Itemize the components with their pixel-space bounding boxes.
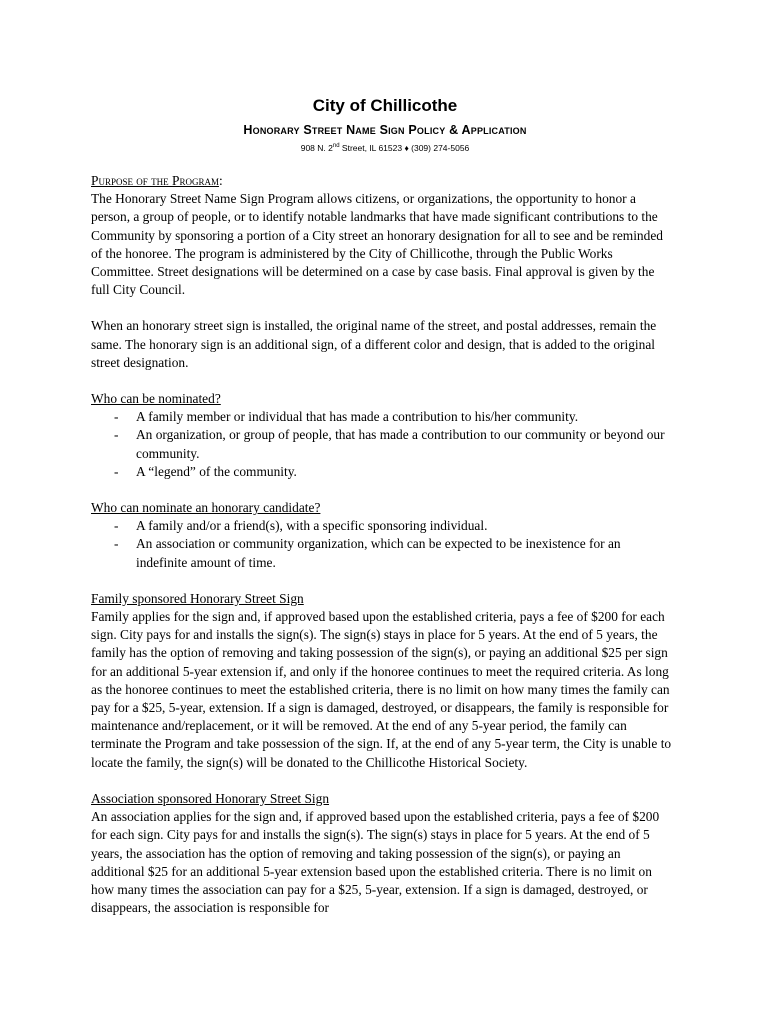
- address-ordinal: nd: [332, 143, 340, 150]
- who-nominate-heading: Who can nominate an honorary candidate?: [91, 500, 321, 516]
- list-item: - An organization, or group of people, that has made a contribution to our community or beyond our community.: [91, 426, 675, 462]
- purpose-heading: Purpose of the Program: [91, 173, 219, 188]
- who-nominate-list: [91, 517, 675, 572]
- family-paragraph: Family applies for the sign and, if approved based upon the established criteria, pays a fee of $200 for each sign. City pays for and installs the sign(s). The sign(s) stays in place for 5 years. At the end of 5 years, the family has the option of removing and taking possession of the sign(s), or paying an additional $25 per sign for an additional 5-year extension if, and only if the honoree continues to meet the required criteria. As long as the honoree continues to meet the established criteria, there is no limit on how many times the family can pay for a $25, 5-year, extension. If a sign is damaged, destroyed, or disappears, the family is responsible for maintenance and/replacement, or it will be removed. At the end of any 5-year period, the family can terminate the Program and take possession of the sign. If, at the end of any 5-year term, the City is unable to locate the family, the sign(s) will be donated to the Chillicothe Historical Society.: [91, 609, 672, 770]
- purpose-paragraph-2: When an honorary street sign is installed, the original name of the street, and postal addresses, remain the same. The honorary sign is an additional sign, of a different color and design, that is added to the original street designation.: [91, 318, 657, 370]
- list-item: - A family and/or a friend(s), with a specific sponsoring individual.: [91, 517, 675, 535]
- document-body: [91, 172, 675, 917]
- list-item: - A “legend” of the community.: [91, 463, 675, 481]
- document-subtitle: Honorary Street Name Sign Policy & Application: [243, 123, 527, 137]
- association-heading: Association sponsored Honorary Street Sign: [91, 790, 330, 806]
- purpose-paragraph-1: The Honorary Street Name Sign Program allows citizens, or organizations, the opportunity to honor a person, a group of people, or to identify notable landmarks that have made significant contributions to the Community by sponsoring a portion of a City street an honorary designation for all to see and be reminded of the honoree. The program is administered by the City of Chillicothe, through the Public Works Committee. Street designations will be determined on a case by case basis. Final approval is given by the full City Council.: [91, 191, 663, 298]
- who-nominated-heading: Who can be nominated?: [91, 391, 221, 407]
- purpose-heading-line: [91, 172, 675, 190]
- list-item: - An association or community organization, which can be expected to be inexistence for an indefinite amount of time.: [91, 535, 675, 571]
- address-street-number: 908 N. 2: [300, 143, 333, 153]
- document-title: City of Chillicothe: [312, 96, 458, 115]
- purpose-heading-colon: :: [218, 173, 223, 188]
- city-address: [0, 143, 770, 153]
- address-rest: Street, IL 61523 ♦ (309) 274-5056: [339, 143, 470, 153]
- family-heading: Family sponsored Honorary Street Sign: [91, 590, 304, 606]
- list-item: - A family member or individual that has made a contribution to his/her community.: [91, 408, 675, 426]
- association-paragraph: An association applies for the sign and, if approved based upon the established criteria, pays a fee of $200 for each sign. City pays for and installs the sign(s). The sign(s) stays in place for 5 years. At the end of 5 years, the association has the option of removing and taking possession of the sign(s), or paying an additional $25 for an additional 5-year extension based upon the established criteria. There is no limit on how many times the association can pay for a $25, 5-year, extension. If a sign is damaged, destroyed, or disappears, the association is responsible for: [91, 809, 660, 916]
- who-nominated-list: [91, 408, 675, 481]
